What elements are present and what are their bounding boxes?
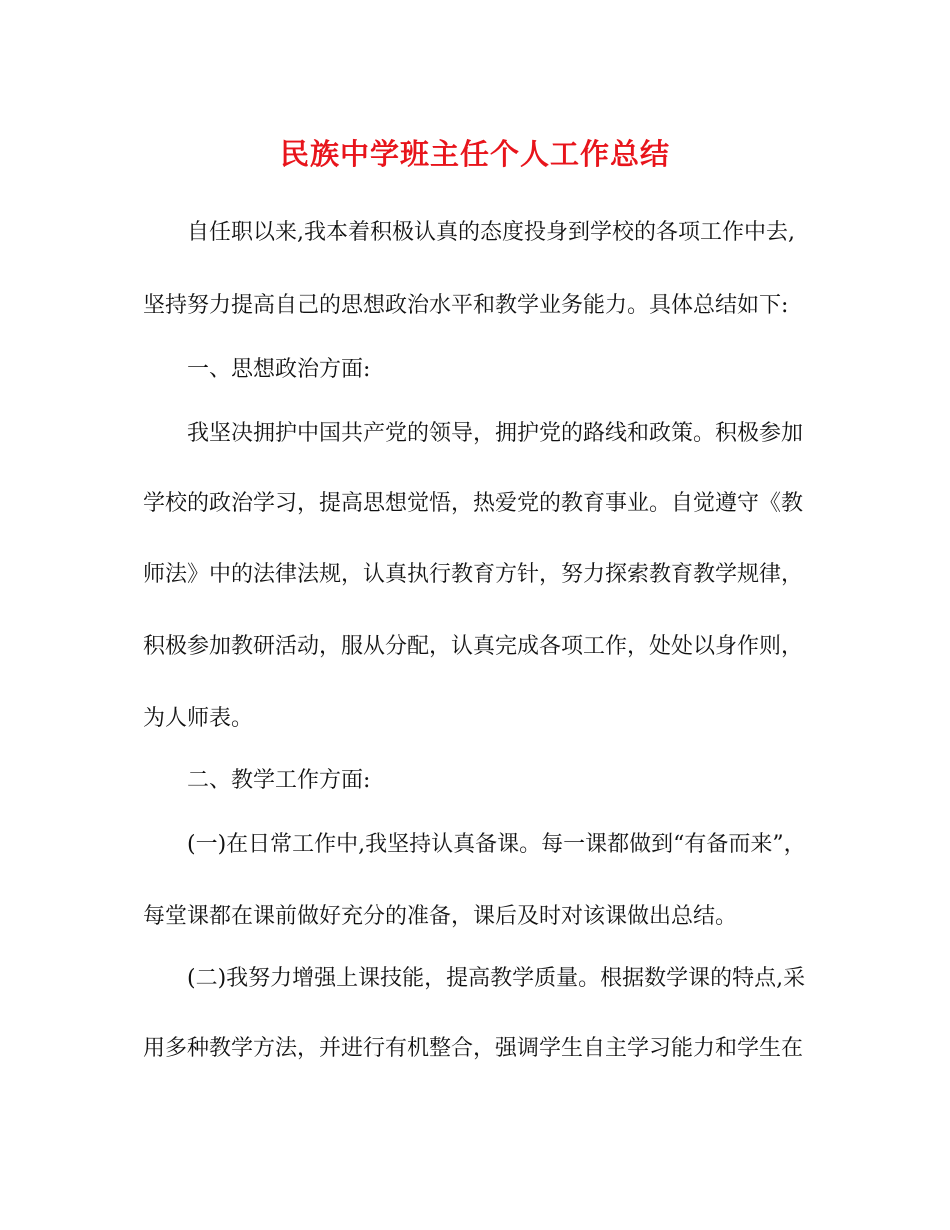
paragraph-line: (一)在日常工作中,我坚持认真备课。每一课都做到“有备而来”， <box>187 832 806 857</box>
paragraph-line: 积极参加教研活动，服从分配，认真完成各项工作，处处以身作则， <box>143 634 804 659</box>
paragraph-line: 为人师表。 <box>143 706 254 731</box>
section-heading: 一、思想政治方面: <box>187 357 371 382</box>
paragraph-line: 每堂课都在课前做好充分的准备，课后及时对该课做出总结。 <box>143 904 738 929</box>
paragraph-line: 师法》中的法律法规，认真执行教育方针，努力探索教育教学规律， <box>143 562 804 587</box>
paragraph-line: 坚持努力提高自己的思想政治水平和教学业务能力。具体总结如下: <box>143 293 789 318</box>
paragraph-line: 自任职以来,我本着积极认真的态度投身到学校的各项工作中去, <box>187 220 795 245</box>
section-heading: 二、教学工作方面: <box>187 768 371 793</box>
paragraph-line: 我坚决拥护中国共产党的领导，拥护党的路线和政策。积极参加 <box>187 421 804 446</box>
document-title: 民族中学班主任个人工作总结 <box>279 137 670 171</box>
paragraph-line: (二)我努力增强上课技能，提高教学质量。根据数学课的特点,采 <box>187 966 806 991</box>
paragraph-line: 用多种教学方法，并进行有机整合，强调学生自主学习能力和学生在 <box>143 1036 804 1061</box>
paragraph-line: 学校的政治学习，提高思想觉悟，热爱党的教育事业。自觉遵守《教 <box>143 491 804 516</box>
